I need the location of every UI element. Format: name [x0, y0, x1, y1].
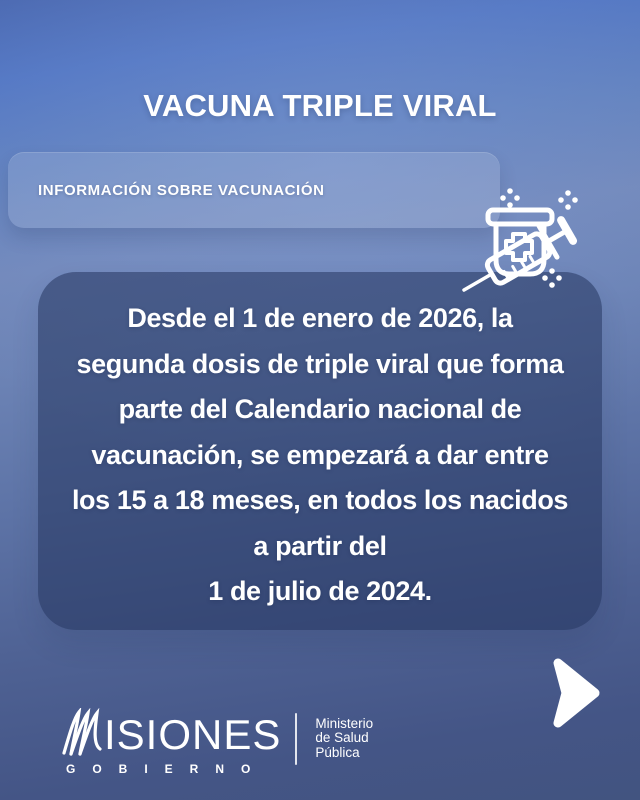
text-line: 1 de julio de 2024.: [208, 576, 432, 606]
cursive-m-icon: [62, 708, 102, 756]
next-arrow-icon[interactable]: [548, 654, 604, 734]
text-line: segunda dosis de triple viral que forma: [76, 348, 564, 379]
ministry-line: Ministerio: [315, 715, 374, 731]
government-logo: [62, 708, 373, 775]
text-line: Desde el 1 de enero de 2026, la: [127, 303, 513, 333]
ministry-label: [315, 717, 373, 761]
text-line: parte del Calendario nacional de: [118, 394, 522, 424]
text-line: vacunación, se empezará a dar entre: [91, 439, 549, 470]
vial-lid: [488, 210, 552, 224]
logo-divider: [295, 713, 297, 765]
vaccine-syringe-icon: [452, 168, 602, 303]
text-line: los 15 a 18 meses, en todos los nacidos: [71, 485, 569, 515]
logo-word-rest: ISIONES: [104, 711, 282, 758]
ribbon-label: INFORMACIÓN SOBRE VACUNACIÓN: [38, 181, 325, 199]
logo-subtext: GOBIERNO: [66, 762, 268, 776]
page-title: VACUNA TRIPLE VIRAL: [143, 88, 497, 123]
announcement-text: [38, 272, 602, 615]
ministry-line: de Salud: [315, 730, 369, 746]
misiones-wordmark: [62, 708, 281, 756]
ministry-line: Pública: [315, 744, 360, 760]
misiones-logo: [62, 708, 281, 775]
announcement-card: [38, 272, 602, 630]
text-line: a partir del: [253, 530, 387, 561]
info-ribbon: [8, 152, 500, 228]
